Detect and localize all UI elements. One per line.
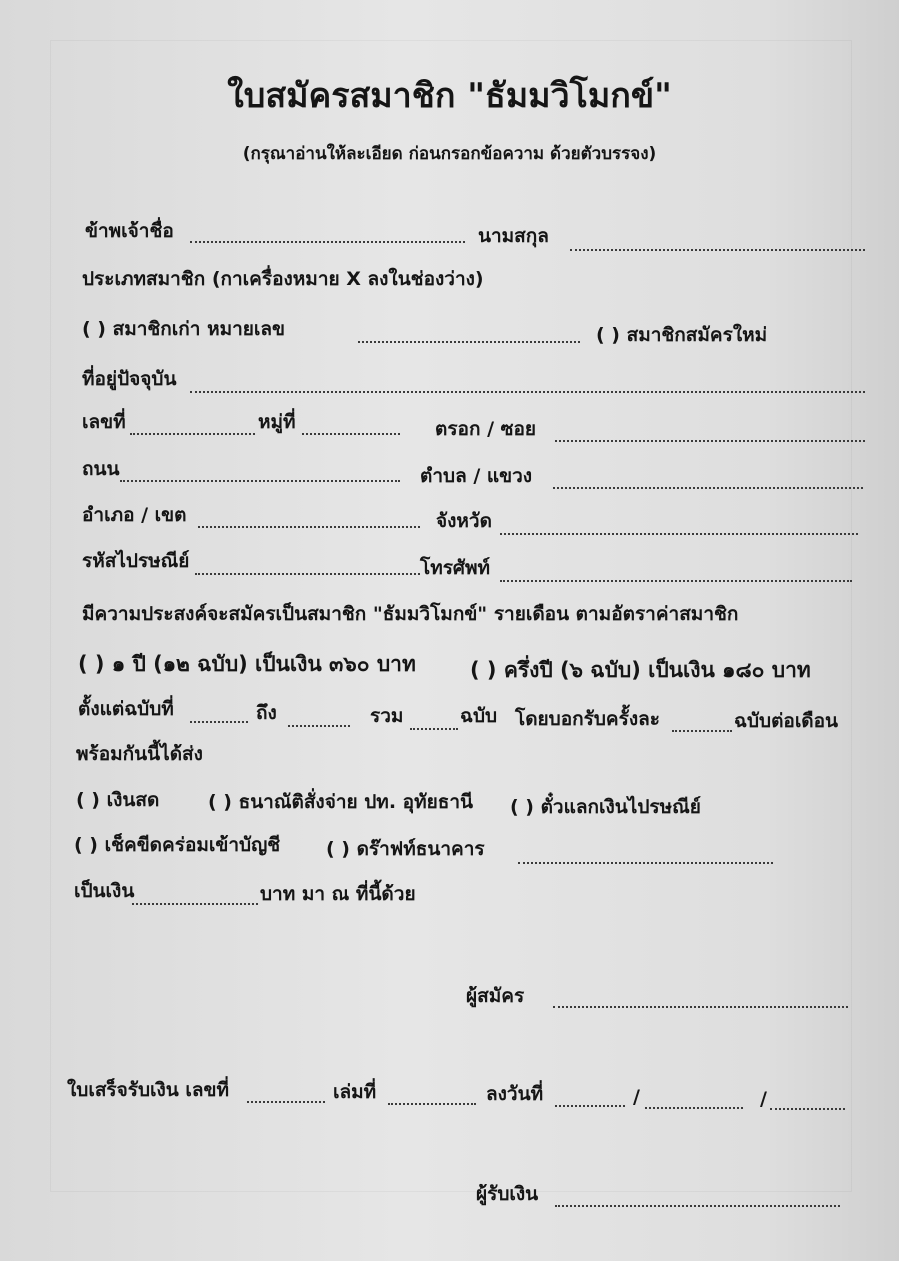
amount-field[interactable] [132, 903, 258, 905]
applicant-signature-field[interactable] [553, 1006, 848, 1008]
date-day-field[interactable] [555, 1105, 625, 1107]
phone-label: โทรศัพท์ [420, 557, 491, 579]
member-type-label: ประเภทสมาชิก (กาเครื่องหมาย X ลงในช่องว่าง) [82, 268, 484, 290]
date-label: ลงวันที่ [486, 1083, 544, 1105]
phone-field[interactable] [500, 580, 852, 582]
plan-half-year-option[interactable]: ( ) ครึ่งปี (๖ ฉบับ) เป็นเงิน ๑๘๐ บาท [470, 658, 811, 682]
house-no-field[interactable] [130, 433, 255, 435]
address-label: ที่อยู่ปัจจุบัน [82, 368, 177, 390]
date-slash-1: / [633, 1086, 640, 1108]
applicant-label: ผู้สมัคร [466, 985, 525, 1007]
soi-field[interactable] [555, 440, 865, 442]
postcode-label: รหัสไปรษณีย์ [82, 550, 190, 572]
sent-with-label: พร้อมกันนี้ได้ส่ง [76, 743, 203, 765]
book-label: เล่มที่ [333, 1081, 377, 1103]
member-number-field[interactable] [358, 341, 580, 343]
postcode-field[interactable] [195, 573, 420, 575]
from-issue-label: ตั้งแต่ฉบับที่ [78, 698, 174, 720]
old-member-option[interactable]: ( ) สมาชิกเก่า หมายเลข [82, 318, 286, 340]
pay-postal-order-option[interactable]: ( ) ตั๋วแลกเงินไปรษณีย์ [510, 796, 701, 818]
tambon-field[interactable] [553, 487, 863, 489]
soi-label: ตรอก / ซอย [435, 418, 537, 440]
surname-field[interactable] [570, 249, 865, 251]
from-issue-field[interactable] [190, 721, 248, 723]
total-field[interactable] [410, 728, 458, 730]
pay-cash-option[interactable]: ( ) เงินสด [76, 789, 160, 811]
form-title: ใบสมัครสมาชิก "ธัมมวิโมกข์" [227, 76, 672, 116]
name-label: ข้าพเจ้าชื่อ [85, 220, 174, 242]
moo-label: หมู่ที่ [258, 411, 296, 433]
pay-cheque-option[interactable]: ( ) เช็คขีดคร่อมเข้าบัญชี [74, 834, 281, 856]
book-number-field[interactable] [388, 1103, 476, 1105]
pay-money-order-option[interactable]: ( ) ธนาณัติสั่งจ่าย ปท. อุทัยธานี [208, 791, 473, 813]
address-field[interactable] [190, 391, 865, 393]
date-slash-2: / [760, 1088, 767, 1110]
province-label: จังหวัด [436, 510, 492, 532]
tambon-label: ตำบล / แขวง [420, 465, 533, 487]
amount-label: เป็นเงิน [74, 880, 135, 902]
to-issue-field[interactable] [288, 725, 350, 727]
house-no-label: เลขที่ [82, 411, 126, 433]
amount-suffix: บาท มา ณ ที่นี้ด้วย [260, 883, 416, 905]
receiver-label: ผู้รับเงิน [476, 1183, 539, 1205]
per-time-field[interactable] [672, 730, 732, 732]
receiver-signature-field[interactable] [555, 1205, 840, 1207]
name-field[interactable] [190, 241, 465, 243]
total-label: รวม [370, 705, 404, 727]
moo-field[interactable] [302, 433, 400, 435]
date-month-field[interactable] [645, 1107, 743, 1109]
new-member-option[interactable]: ( ) สมาชิกสมัครใหม่ [596, 324, 768, 346]
amphoe-field[interactable] [198, 526, 420, 528]
issues-label: ฉบับ [460, 705, 498, 727]
per-time-label: โดยบอกรับครั้งละ [515, 708, 660, 730]
road-label: ถนน [82, 458, 120, 480]
province-field[interactable] [500, 533, 858, 535]
road-field[interactable] [120, 480, 400, 482]
per-month-label: ฉบับต่อเดือน [734, 710, 839, 732]
bank-draft-field[interactable] [518, 862, 773, 864]
form-subtitle: (กรุณาอ่านให้ละเอียด ก่อนกรอกข้อความ ด้วยตัวบรรจง) [242, 144, 657, 164]
receipt-number-field[interactable] [247, 1101, 325, 1103]
surname-label: นามสกุล [478, 225, 549, 247]
to-issue-label: ถึง [256, 702, 277, 724]
date-year-field[interactable] [770, 1108, 845, 1110]
receipt-label: ใบเสร็จรับเงิน เลขที่ [67, 1079, 230, 1101]
amphoe-label: อำเภอ / เขต [82, 504, 187, 526]
intent-text: มีความประสงค์จะสมัครเป็นสมาชิก "ธัมมวิโมกข์" รายเดือน ตามอัตราค่าสมาชิก [82, 603, 739, 625]
pay-bank-draft-option[interactable]: ( ) ดร๊าฟท์ธนาคาร [326, 838, 485, 860]
plan-one-year-option[interactable]: ( ) ๑ ปี (๑๒ ฉบับ) เป็นเงิน ๓๖๐ บาท [78, 652, 416, 676]
